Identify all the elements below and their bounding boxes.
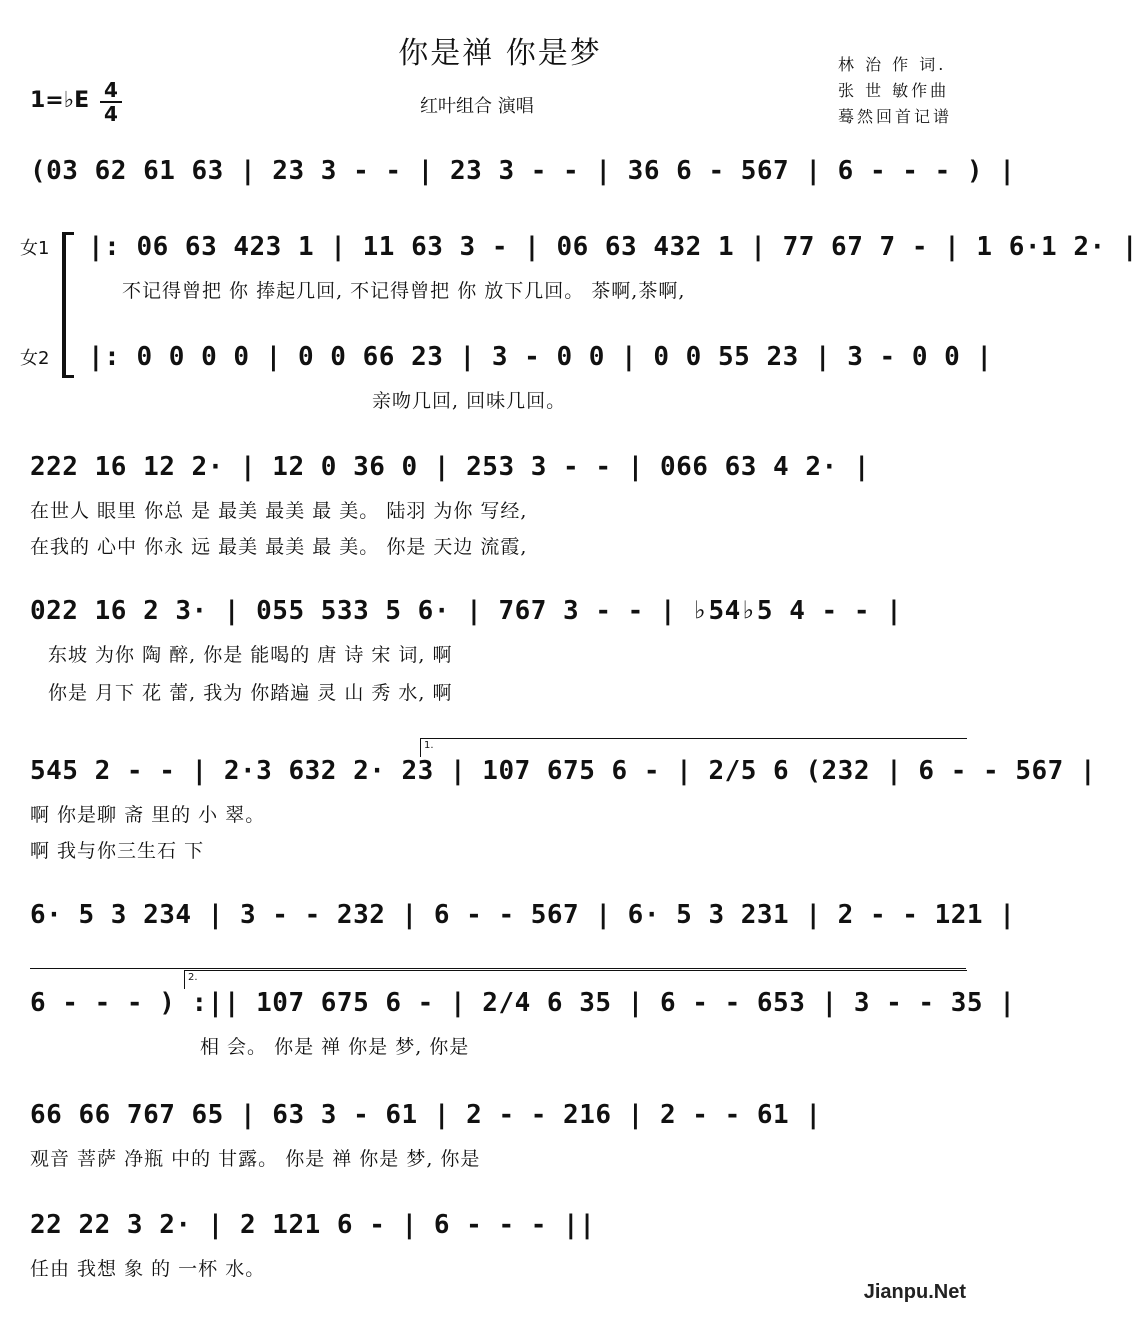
voice-label-2: 女2 <box>20 348 50 369</box>
staff-brace <box>62 232 74 378</box>
lyrics-row-3-verse2: 在我的 心中 你永 远 最美 最美 最 美。 你是 天边 流霞, <box>30 536 528 558</box>
lyrics-row-4-verse2: 你是 月下 花 蕾, 我为 你踏遍 灵 山 秀 水, 啊 <box>48 682 453 704</box>
lyrics-row-5-verse1: 啊 你是聊 斋 里的 小 翠。 <box>30 804 266 826</box>
voice-label-1: 女1 <box>20 238 50 259</box>
lyrics-row-7: 相 会。 你是 禅 你是 梦, 你是 <box>200 1036 470 1058</box>
site-watermark: Jianpu.Net <box>863 1281 966 1303</box>
volta-line <box>30 968 966 969</box>
volta-second-bracket <box>184 970 967 989</box>
lyrics-row-3-verse1: 在世人 眼里 你总 是 最美 最美 最 美。 陆羽 为你 写经, <box>30 500 528 522</box>
lyrics-row-8: 观音 菩萨 净瓶 中的 甘露。 你是 禅 你是 梦, 你是 <box>30 1148 481 1170</box>
score-row-voice2: |: 0 0 0 0 | 0 0 66 23 | 3 - 0 0 | 0 0 55 23 | 3 - 0 0 | <box>88 342 993 372</box>
volta-first-label: 1. <box>424 740 434 751</box>
performer-credit: 红叶组合 演唱 <box>420 96 534 117</box>
score-row-3: 222 16 12 2· | 12 0 36 0 | 253 3 - - | 066 63 4 2· | <box>30 452 870 482</box>
volta-second-label: 2. <box>188 972 198 983</box>
volta-first-bracket <box>420 738 967 757</box>
time-signature-bottom: 4 <box>104 102 118 126</box>
score-row-voice1: |: 06 63 423 1 | 11 63 3 - | 06 63 432 1 | 77 67 7 - | 1 6·1 2· | <box>88 232 1138 262</box>
lyrics-row-4-verse1: 东坡 为你 陶 醉, 你是 能喝的 唐 诗 宋 词, 啊 <box>48 644 453 666</box>
lyrics-row-5-verse2: 啊 我与你三生石 下 <box>30 840 205 862</box>
song-title: 你是禅 你是梦 <box>398 36 602 71</box>
score-row-5: 545 2 - - | 2·3 632 2· 23 | 107 675 6 - | 2/5 6 (232 | 6 - - 567 | <box>30 756 1097 786</box>
key-signature: 1=♭E <box>30 88 90 113</box>
score-row-8: 66 66 767 65 | 63 3 - 61 | 2 - - 216 | 2 - - 61 | <box>30 1100 822 1130</box>
score-row-4: 022 16 2 3· | 055 533 5 6· | 767 3 - - | ♭54♭5 4 - - | <box>30 596 903 626</box>
composer-credit: 张 世 敏作曲 <box>838 81 950 100</box>
lyricist-credit: 林 治 作 词. <box>838 55 947 74</box>
score-row-6: 6· 5 3 234 | 3 - - 232 | 6 - - 567 | 6· 5 3 231 | 2 - - 121 | <box>30 900 1016 930</box>
time-signature <box>100 80 122 124</box>
score-row-intro: (03 62 61 63 | 23 3 - - | 23 3 - - | 36 6 - 567 | 6 - - - ) | <box>30 156 1016 186</box>
lyrics-row-voice2: 亲吻几回, 回味几回。 <box>372 390 567 412</box>
transcriber-credit: 蓦然回首记谱 <box>838 107 953 126</box>
score-row-9: 22 22 3 2· | 2 121 6 - | 6 - - - || <box>30 1210 596 1240</box>
time-signature-top: 4 <box>104 78 118 102</box>
lyrics-row-voice1: 不记得曾把 你 捧起几回, 不记得曾把 你 放下几回。 茶啊,茶啊, <box>122 280 686 302</box>
score-row-7: 6 - - - ) :|| 107 675 6 - | 2/4 6 35 | 6 - - 653 | 3 - - 35 | <box>30 988 1016 1018</box>
lyrics-row-9: 任由 我想 象 的 一杯 水。 <box>30 1258 266 1280</box>
